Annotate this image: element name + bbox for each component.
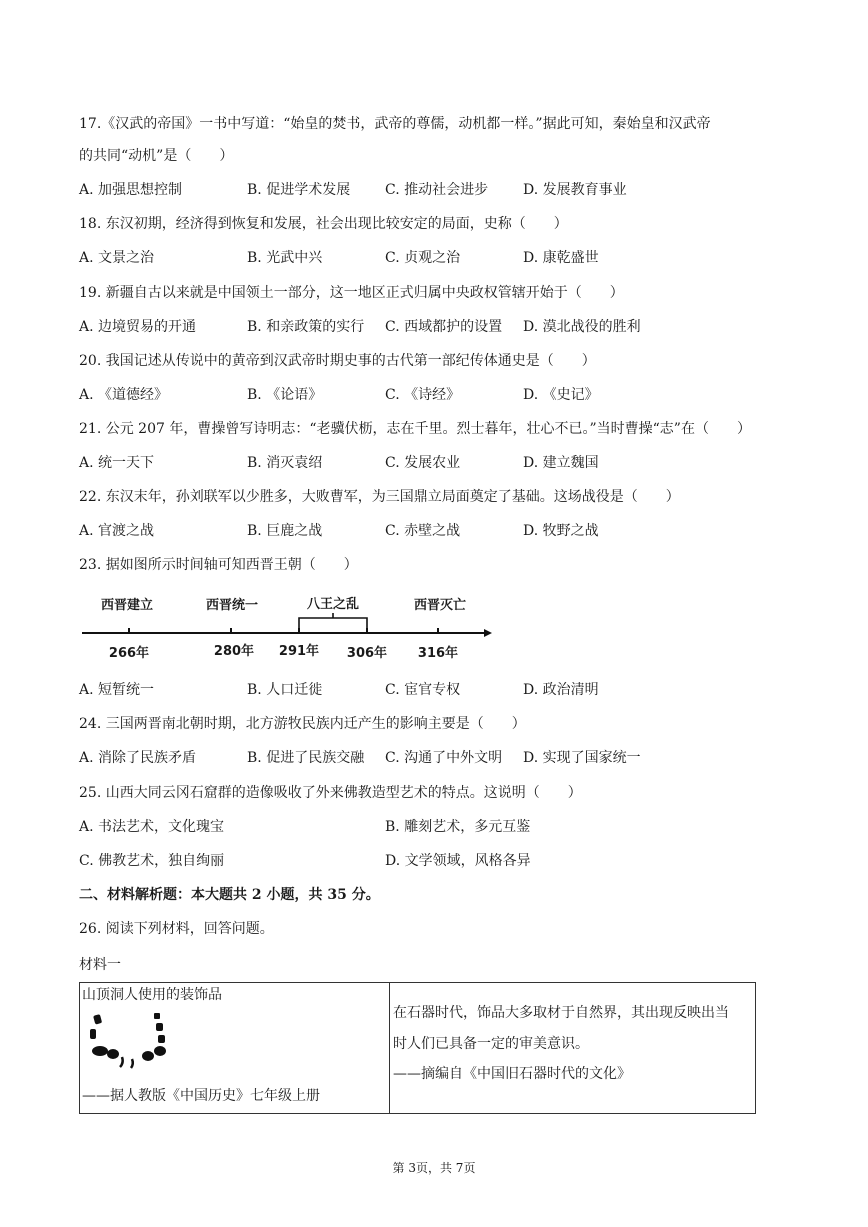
event-label-founding: 西晋建立 xyxy=(100,598,154,613)
question-17-stem-line-1: 17.《汉武的帝国》一书中写道：“始皇的焚书，武帝的尊儒，动机都一样。”据此可知，秦始皇和汉武帝 xyxy=(79,116,711,132)
option-c[interactable]: C. 宦官专权 xyxy=(385,682,461,698)
page-number: 第 3页，共 7页 xyxy=(392,1161,476,1175)
option-c[interactable]: C. 发展农业 xyxy=(385,455,461,471)
option-a[interactable]: A. 边境贸易的开通 xyxy=(79,319,197,335)
option-a[interactable]: A. 文景之治 xyxy=(79,250,155,266)
question-19-options xyxy=(79,317,779,337)
option-b[interactable]: B. 促进了民族交融 xyxy=(247,750,365,766)
question-26-stem: 26. 阅读下列材料，回答问题。 xyxy=(79,921,274,937)
question-22-stem: 22. 东汉末年，孙刘联军以少胜多，大败曹军，为三国鼎立局面奠定了基础。这场战役是（ ） xyxy=(79,489,680,505)
option-b[interactable]: B. 巨鹿之战 xyxy=(247,523,323,539)
question-25-options-row-2 xyxy=(79,851,779,871)
event-label-fall: 西晋灭亡 xyxy=(413,598,467,613)
option-c[interactable]: C. 沟通了中外文明 xyxy=(385,750,503,766)
material-left-cell xyxy=(80,983,390,1113)
material-text-line-2: 时人们已具备一定的审美意识。 xyxy=(393,1036,589,1052)
option-a[interactable]: A. 加强思想控制 xyxy=(79,182,183,198)
section-heading: 二、材料解析题：本大题共 2 小题，共 35 分。 xyxy=(79,887,380,903)
question-25-options-row-1 xyxy=(79,817,779,837)
option-b[interactable]: B. 光武中兴 xyxy=(247,250,323,266)
ornament-source: ——据人教版《中国历史》七年级上册 xyxy=(82,1088,320,1104)
question-19-stem: 19. 新疆自古以来就是中国领土一部分，这一地区正式归属中央政权管辖开始于（ ） xyxy=(79,285,624,301)
option-a[interactable]: A. 统一天下 xyxy=(79,455,155,471)
option-c[interactable]: C. 《诗经》 xyxy=(385,387,461,403)
timeline-figure xyxy=(80,588,500,668)
year-label: 306年 xyxy=(346,646,388,661)
option-d[interactable]: D. 《史记》 xyxy=(523,387,599,403)
option-a[interactable]: A. 短暂统一 xyxy=(79,682,155,698)
option-c[interactable]: C. 贞观之治 xyxy=(385,250,461,266)
question-24-options xyxy=(79,748,779,768)
option-c[interactable]: C. 赤壁之战 xyxy=(385,523,461,539)
question-22-options xyxy=(79,521,779,541)
question-20-options xyxy=(79,385,779,405)
option-b[interactable]: B. 促进学术发展 xyxy=(247,182,351,198)
question-23-stem: 23. 据如图所示时间轴可知西晋王朝（ ） xyxy=(79,557,358,573)
question-17-stem-line-2: 的共同“动机”是（ ） xyxy=(79,148,234,164)
year-label: 316年 xyxy=(417,646,459,661)
option-a[interactable]: A. 书法艺术，文化瑰宝 xyxy=(79,819,225,835)
option-c[interactable]: C. 推动社会进步 xyxy=(385,182,489,198)
option-b[interactable]: B. 雕刻艺术，多元互鉴 xyxy=(385,819,531,835)
option-b[interactable]: B. 消灭袁绍 xyxy=(247,455,323,471)
option-d[interactable]: D. 发展教育事业 xyxy=(523,182,627,198)
event-label-unification: 西晋统一 xyxy=(205,598,259,613)
option-d[interactable]: D. 漠北战役的胜利 xyxy=(523,319,641,335)
option-b[interactable]: B. 和亲政策的实行 xyxy=(247,319,365,335)
option-a[interactable]: A. 《道德经》 xyxy=(79,387,169,403)
option-a[interactable]: A. 官渡之战 xyxy=(79,523,155,539)
year-label: 266年 xyxy=(108,646,150,661)
option-c[interactable]: C. 佛教艺术，独自绚丽 xyxy=(79,853,225,869)
option-b[interactable]: B. 人口迁徙 xyxy=(247,682,323,698)
year-label: 280年 xyxy=(213,644,255,659)
option-c[interactable]: C. 西域都护的设置 xyxy=(385,319,503,335)
ornament-image xyxy=(86,1011,176,1071)
option-d[interactable]: D. 建立魏国 xyxy=(523,455,599,471)
material-table xyxy=(79,982,756,1114)
material-right-cell xyxy=(391,983,755,1113)
option-d[interactable]: D. 政治清明 xyxy=(523,682,599,698)
year-label: 291年 xyxy=(278,644,320,659)
option-d[interactable]: D. 实现了国家统一 xyxy=(523,750,641,766)
option-d[interactable]: D. 牧野之战 xyxy=(523,523,599,539)
option-b[interactable]: B. 《论语》 xyxy=(247,387,323,403)
material-source: ——摘编自《中国旧石器时代的文化》 xyxy=(393,1066,631,1082)
option-a[interactable]: A. 消除了民族矛盾 xyxy=(79,750,197,766)
question-17-options xyxy=(79,180,779,200)
question-18-stem: 18. 东汉初期，经济得到恢复和发展，社会出现比较安定的局面，史称（ ） xyxy=(79,216,568,232)
option-d[interactable]: D. 康乾盛世 xyxy=(523,250,599,266)
question-21-options xyxy=(79,453,779,473)
event-label-rebellion: 八王之乱 xyxy=(306,597,360,612)
question-20-stem: 20. 我国记述从传说中的黄帝到汉武帝时期史事的古代第一部纪传体通史是（ ） xyxy=(79,353,596,369)
timeline-arrow xyxy=(484,629,492,637)
question-24-stem: 24. 三国两晋南北朝时期，北方游牧民族内迁产生的影响主要是（ ） xyxy=(79,716,526,732)
ornament-title: 山顶洞人使用的装饰品 xyxy=(82,987,222,1003)
material-label: 材料一 xyxy=(79,957,121,973)
question-23-options xyxy=(79,680,779,700)
material-text-line-1: 在石器时代，饰品大多取材于自然界，其出现反映出当 xyxy=(393,1005,729,1021)
question-25-stem: 25. 山西大同云冈石窟群的造像吸收了外来佛教造型艺术的特点。这说明（ ） xyxy=(79,785,582,801)
period-bracket xyxy=(299,618,367,628)
question-18-options xyxy=(79,248,779,268)
option-d[interactable]: D. 文学领域，风格各异 xyxy=(385,853,531,869)
question-21-stem: 21. 公元 207 年，曹操曾写诗明志：“老骥伏枥，志在千里。烈士暮年，壮心不已。”当时曹操“志”在（ ） xyxy=(79,421,751,437)
